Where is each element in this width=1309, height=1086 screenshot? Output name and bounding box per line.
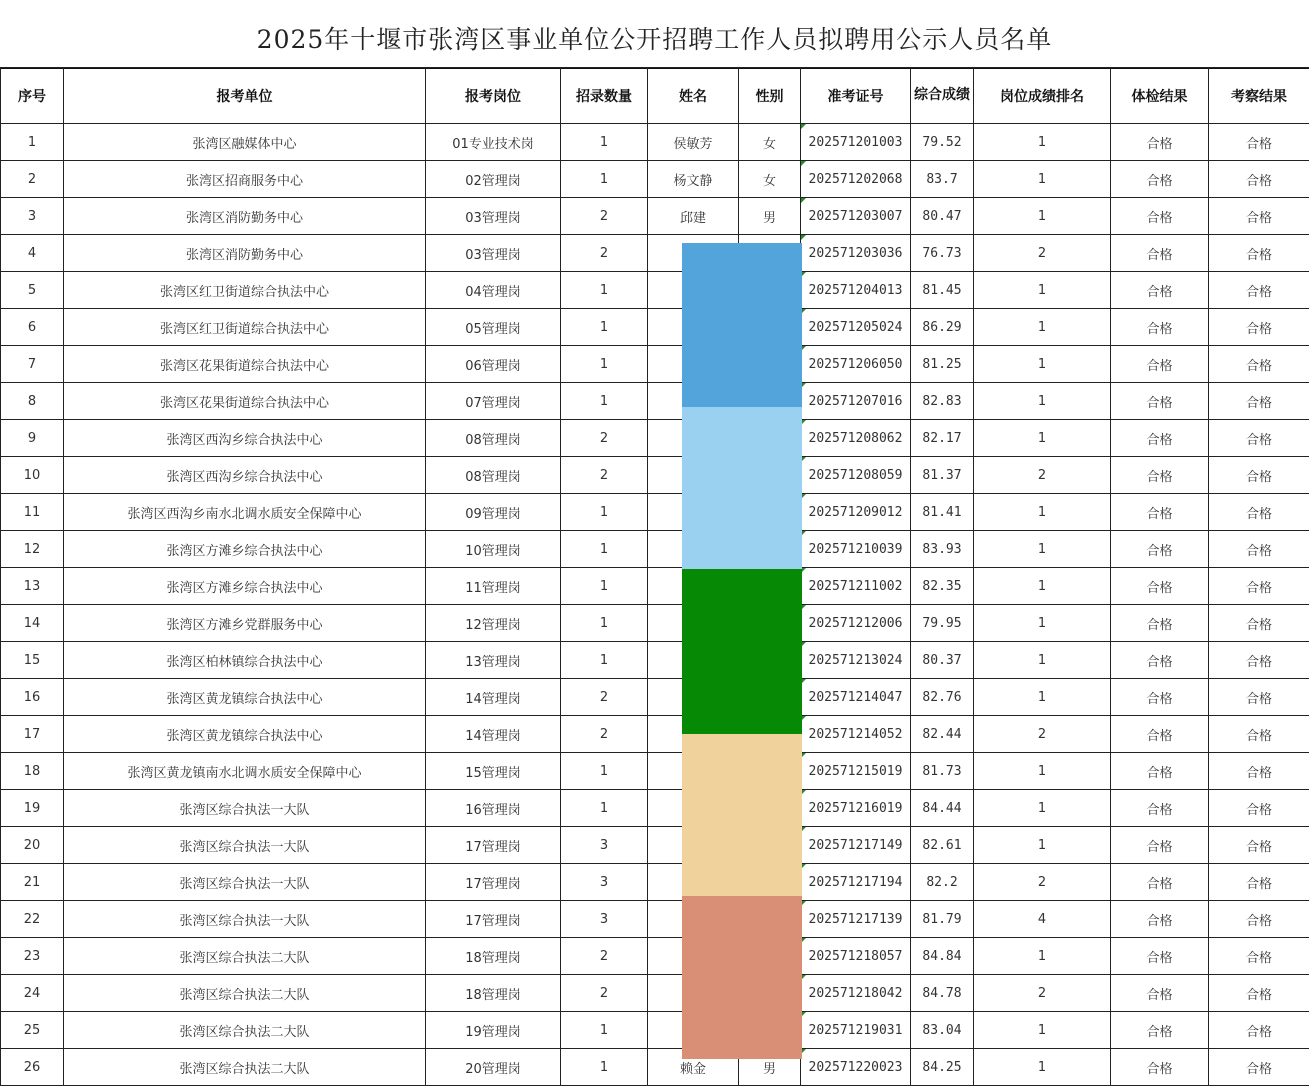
cell-quota: 2	[561, 198, 648, 235]
cell-rank: 1	[974, 568, 1111, 605]
cell-post: 11管理岗	[426, 568, 561, 605]
cell-physical: 合格	[1111, 346, 1209, 383]
cell-post: 20管理岗	[426, 1049, 561, 1086]
header-gender: 性别	[739, 68, 801, 124]
cell-seq: 10	[1, 457, 64, 494]
cell-unit: 张湾区红卫街道综合执法中心	[64, 309, 426, 346]
cell-exam-id: 202571202068	[801, 161, 911, 198]
cell-review: 合格	[1209, 309, 1309, 346]
cell-unit: 张湾区红卫街道综合执法中心	[64, 272, 426, 309]
cell-seq: 6	[1, 309, 64, 346]
cell-review: 合格	[1209, 531, 1309, 568]
cell-post: 03管理岗	[426, 198, 561, 235]
table-row	[1, 716, 1309, 753]
cell-gender: 女	[739, 124, 801, 161]
cell-rank: 4	[974, 901, 1111, 938]
cell-review: 合格	[1209, 272, 1309, 309]
cell-review: 合格	[1209, 457, 1309, 494]
cell-rank: 1	[974, 309, 1111, 346]
cell-seq: 4	[1, 235, 64, 272]
table-row	[1, 605, 1309, 642]
cell-physical: 合格	[1111, 198, 1209, 235]
cell-post: 14管理岗	[426, 716, 561, 753]
cell-review: 合格	[1209, 568, 1309, 605]
cell-score: 82.76	[911, 679, 974, 716]
cell-physical: 合格	[1111, 383, 1209, 420]
cell-unit: 张湾区黄龙镇综合执法中心	[64, 679, 426, 716]
cell-seq: 8	[1, 383, 64, 420]
cell-post: 17管理岗	[426, 864, 561, 901]
cell-post: 14管理岗	[426, 679, 561, 716]
cell-rank: 1	[974, 753, 1111, 790]
cell-unit: 张湾区花果街道综合执法中心	[64, 346, 426, 383]
redaction-block	[682, 407, 802, 569]
cell-unit: 张湾区综合执法二大队	[64, 975, 426, 1012]
cell-post: 07管理岗	[426, 383, 561, 420]
cell-exam-id: 202571206050	[801, 346, 911, 383]
cell-unit: 张湾区柏林镇综合执法中心	[64, 642, 426, 679]
cell-post: 16管理岗	[426, 790, 561, 827]
cell-physical: 合格	[1111, 531, 1209, 568]
cell-physical: 合格	[1111, 457, 1209, 494]
cell-score: 80.47	[911, 198, 974, 235]
table-row	[1, 827, 1309, 864]
cell-review: 合格	[1209, 605, 1309, 642]
cell-exam-id: 202571217139	[801, 901, 911, 938]
cell-quota: 1	[561, 1049, 648, 1086]
cell-exam-id: 202571203007	[801, 198, 911, 235]
page-title: 2025年十堰市张湾区事业单位公开招聘工作人员拟聘用公示人员名单	[0, 20, 1309, 56]
cell-score: 81.37	[911, 457, 974, 494]
header-quota: 招录数量	[561, 68, 648, 124]
cell-rank: 2	[974, 975, 1111, 1012]
cell-unit: 张湾区消防勤务中心	[64, 235, 426, 272]
title-row	[0, 0, 1309, 69]
cell-quota: 1	[561, 753, 648, 790]
cell-review: 合格	[1209, 790, 1309, 827]
cell-physical: 合格	[1111, 161, 1209, 198]
cell-physical: 合格	[1111, 124, 1209, 161]
cell-post: 05管理岗	[426, 309, 561, 346]
cell-exam-id: 202571212006	[801, 605, 911, 642]
cell-unit: 张湾区融媒体中心	[64, 124, 426, 161]
cell-physical: 合格	[1111, 938, 1209, 975]
cell-score: 76.73	[911, 235, 974, 272]
cell-exam-id: 202571208062	[801, 420, 911, 457]
cell-seq: 25	[1, 1012, 64, 1049]
cell-unit: 张湾区综合执法一大队	[64, 790, 426, 827]
cell-post: 12管理岗	[426, 605, 561, 642]
header-review: 考察结果	[1209, 68, 1309, 124]
cell-exam-id: 202571213024	[801, 642, 911, 679]
cell-physical: 合格	[1111, 309, 1209, 346]
cell-exam-id: 202571211002	[801, 568, 911, 605]
cell-post: 09管理岗	[426, 494, 561, 531]
cell-quota: 3	[561, 827, 648, 864]
cell-quota: 2	[561, 679, 648, 716]
cell-score: 79.95	[911, 605, 974, 642]
cell-post: 18管理岗	[426, 975, 561, 1012]
cell-rank: 2	[974, 457, 1111, 494]
cell-seq: 26	[1, 1049, 64, 1086]
cell-seq: 19	[1, 790, 64, 827]
cell-gender: 男	[739, 1049, 801, 1086]
cell-review: 合格	[1209, 161, 1309, 198]
header-seq: 序号	[1, 68, 64, 124]
cell-rank: 1	[974, 420, 1111, 457]
cell-physical: 合格	[1111, 901, 1209, 938]
cell-rank: 1	[974, 1012, 1111, 1049]
table-row	[1, 198, 1309, 235]
cell-rank: 2	[974, 235, 1111, 272]
cell-quota: 1	[561, 494, 648, 531]
cell-physical: 合格	[1111, 716, 1209, 753]
cell-seq: 1	[1, 124, 64, 161]
cell-rank: 1	[974, 827, 1111, 864]
table-row	[1, 901, 1309, 938]
cell-quota: 1	[561, 642, 648, 679]
cell-quota: 2	[561, 975, 648, 1012]
cell-review: 合格	[1209, 864, 1309, 901]
table-row	[1, 272, 1309, 309]
cell-seq: 2	[1, 161, 64, 198]
cell-score: 81.79	[911, 901, 974, 938]
cell-exam-id: 202571204013	[801, 272, 911, 309]
cell-seq: 15	[1, 642, 64, 679]
cell-score: 81.73	[911, 753, 974, 790]
cell-name: 杨文静	[648, 161, 739, 198]
cell-review: 合格	[1209, 901, 1309, 938]
table-row	[1, 420, 1309, 457]
cell-seq: 11	[1, 494, 64, 531]
cell-rank: 1	[974, 346, 1111, 383]
table-row	[1, 457, 1309, 494]
cell-quota: 2	[561, 457, 648, 494]
cell-review: 合格	[1209, 124, 1309, 161]
cell-score: 83.04	[911, 1012, 974, 1049]
table-row	[1, 790, 1309, 827]
cell-rank: 1	[974, 1049, 1111, 1086]
cell-post: 06管理岗	[426, 346, 561, 383]
cell-post: 08管理岗	[426, 420, 561, 457]
cell-post: 19管理岗	[426, 1012, 561, 1049]
cell-physical: 合格	[1111, 1049, 1209, 1086]
cell-gender: 女	[739, 161, 801, 198]
cell-seq: 22	[1, 901, 64, 938]
cell-seq: 7	[1, 346, 64, 383]
header-unit: 报考单位	[64, 68, 426, 124]
cell-physical: 合格	[1111, 235, 1209, 272]
cell-review: 合格	[1209, 679, 1309, 716]
cell-exam-id: 202571219031	[801, 1012, 911, 1049]
cell-physical: 合格	[1111, 494, 1209, 531]
cell-review: 合格	[1209, 1049, 1309, 1086]
cell-gender: 男	[739, 198, 801, 235]
cell-review: 合格	[1209, 346, 1309, 383]
cell-score: 84.44	[911, 790, 974, 827]
cell-score: 81.25	[911, 346, 974, 383]
cell-quota: 1	[561, 309, 648, 346]
cell-physical: 合格	[1111, 1012, 1209, 1049]
cell-post: 10管理岗	[426, 531, 561, 568]
cell-post: 04管理岗	[426, 272, 561, 309]
cell-unit: 张湾区招商服务中心	[64, 161, 426, 198]
cell-review: 合格	[1209, 1012, 1309, 1049]
table-row	[1, 161, 1309, 198]
table-row	[1, 642, 1309, 679]
cell-rank: 1	[974, 383, 1111, 420]
header-physical: 体检结果	[1111, 68, 1209, 124]
cell-score: 82.61	[911, 827, 974, 864]
cell-quota: 1	[561, 272, 648, 309]
cell-review: 合格	[1209, 420, 1309, 457]
table-row	[1, 346, 1309, 383]
cell-exam-id: 202571217149	[801, 827, 911, 864]
redaction-block	[682, 896, 802, 1059]
cell-seq: 21	[1, 864, 64, 901]
header-post: 报考岗位	[426, 68, 561, 124]
roster-body	[1, 124, 1309, 1086]
cell-score: 80.37	[911, 642, 974, 679]
cell-quota: 3	[561, 901, 648, 938]
cell-score: 82.44	[911, 716, 974, 753]
cell-quota: 1	[561, 790, 648, 827]
cell-post: 02管理岗	[426, 161, 561, 198]
cell-physical: 合格	[1111, 864, 1209, 901]
cell-unit: 张湾区黄龙镇综合执法中心	[64, 716, 426, 753]
cell-unit: 张湾区西沟乡南水北调水质安全保障中心	[64, 494, 426, 531]
cell-name: 邱建	[648, 198, 739, 235]
cell-unit: 张湾区综合执法一大队	[64, 827, 426, 864]
redaction-block	[682, 734, 802, 896]
table-row	[1, 568, 1309, 605]
cell-rank: 1	[974, 124, 1111, 161]
cell-score: 81.45	[911, 272, 974, 309]
cell-seq: 5	[1, 272, 64, 309]
cell-score: 84.78	[911, 975, 974, 1012]
cell-review: 合格	[1209, 198, 1309, 235]
table-row	[1, 1012, 1309, 1049]
cell-unit: 张湾区综合执法二大队	[64, 938, 426, 975]
cell-physical: 合格	[1111, 642, 1209, 679]
cell-score: 82.2	[911, 864, 974, 901]
cell-unit: 张湾区方滩乡综合执法中心	[64, 568, 426, 605]
cell-quota: 2	[561, 420, 648, 457]
cell-quota: 1	[561, 531, 648, 568]
table-row	[1, 309, 1309, 346]
cell-review: 合格	[1209, 235, 1309, 272]
cell-score: 82.83	[911, 383, 974, 420]
cell-seq: 14	[1, 605, 64, 642]
cell-physical: 合格	[1111, 827, 1209, 864]
cell-exam-id: 202571201003	[801, 124, 911, 161]
cell-physical: 合格	[1111, 272, 1209, 309]
cell-quota: 1	[561, 383, 648, 420]
cell-score: 81.41	[911, 494, 974, 531]
cell-exam-id: 202571208059	[801, 457, 911, 494]
cell-seq: 13	[1, 568, 64, 605]
cell-exam-id: 202571214052	[801, 716, 911, 753]
cell-unit: 张湾区综合执法二大队	[64, 1012, 426, 1049]
table-row	[1, 938, 1309, 975]
cell-physical: 合格	[1111, 568, 1209, 605]
table-row	[1, 383, 1309, 420]
cell-exam-id: 202571210039	[801, 531, 911, 568]
cell-quota: 1	[561, 568, 648, 605]
cell-quota: 1	[561, 1012, 648, 1049]
cell-quota: 1	[561, 346, 648, 383]
cell-unit: 张湾区方滩乡党群服务中心	[64, 605, 426, 642]
cell-post: 01专业技术岗	[426, 124, 561, 161]
cell-exam-id: 202571207016	[801, 383, 911, 420]
cell-review: 合格	[1209, 753, 1309, 790]
cell-score: 82.17	[911, 420, 974, 457]
cell-rank: 1	[974, 605, 1111, 642]
cell-name: 赖金	[648, 1049, 739, 1086]
cell-rank: 1	[974, 938, 1111, 975]
cell-exam-id: 202571214047	[801, 679, 911, 716]
cell-unit: 张湾区消防勤务中心	[64, 198, 426, 235]
cell-post: 03管理岗	[426, 235, 561, 272]
table-row	[1, 679, 1309, 716]
cell-seq: 3	[1, 198, 64, 235]
cell-rank: 1	[974, 679, 1111, 716]
cell-exam-id: 202571215019	[801, 753, 911, 790]
cell-rank: 1	[974, 272, 1111, 309]
cell-post: 15管理岗	[426, 753, 561, 790]
cell-rank: 1	[974, 531, 1111, 568]
cell-post: 13管理岗	[426, 642, 561, 679]
cell-physical: 合格	[1111, 420, 1209, 457]
table-row	[1, 753, 1309, 790]
cell-exam-id: 202571209012	[801, 494, 911, 531]
cell-physical: 合格	[1111, 975, 1209, 1012]
cell-score: 86.29	[911, 309, 974, 346]
cell-unit: 张湾区综合执法一大队	[64, 901, 426, 938]
cell-seq: 12	[1, 531, 64, 568]
header-row	[1, 68, 1309, 124]
cell-review: 合格	[1209, 494, 1309, 531]
cell-physical: 合格	[1111, 790, 1209, 827]
cell-exam-id: 202571205024	[801, 309, 911, 346]
table-row	[1, 864, 1309, 901]
cell-quota: 1	[561, 161, 648, 198]
cell-quota: 2	[561, 235, 648, 272]
cell-score: 79.52	[911, 124, 974, 161]
cell-quota: 3	[561, 864, 648, 901]
cell-seq: 20	[1, 827, 64, 864]
cell-seq: 9	[1, 420, 64, 457]
cell-physical: 合格	[1111, 605, 1209, 642]
cell-post: 17管理岗	[426, 827, 561, 864]
header-exam-id: 准考证号	[801, 68, 911, 124]
cell-seq: 16	[1, 679, 64, 716]
cell-score: 83.7	[911, 161, 974, 198]
cell-name: 侯敏芳	[648, 124, 739, 161]
cell-score: 82.35	[911, 568, 974, 605]
cell-physical: 合格	[1111, 753, 1209, 790]
table-row	[1, 494, 1309, 531]
cell-rank: 1	[974, 161, 1111, 198]
cell-exam-id: 202571218042	[801, 975, 911, 1012]
table-row	[1, 975, 1309, 1012]
table-row	[1, 235, 1309, 272]
cell-rank: 1	[974, 790, 1111, 827]
cell-exam-id: 202571216019	[801, 790, 911, 827]
cell-review: 合格	[1209, 716, 1309, 753]
cell-quota: 2	[561, 716, 648, 753]
cell-seq: 24	[1, 975, 64, 1012]
cell-review: 合格	[1209, 975, 1309, 1012]
cell-exam-id: 202571220023	[801, 1049, 911, 1086]
cell-quota: 1	[561, 605, 648, 642]
cell-post: 08管理岗	[426, 457, 561, 494]
cell-quota: 2	[561, 938, 648, 975]
redaction-block	[682, 569, 802, 734]
cell-seq: 23	[1, 938, 64, 975]
cell-unit: 张湾区综合执法一大队	[64, 864, 426, 901]
cell-rank: 2	[974, 716, 1111, 753]
cell-unit: 张湾区西沟乡综合执法中心	[64, 457, 426, 494]
table-row	[1, 531, 1309, 568]
cell-unit: 张湾区黄龙镇南水北调水质安全保障中心	[64, 753, 426, 790]
cell-exam-id: 202571203036	[801, 235, 911, 272]
cell-post: 18管理岗	[426, 938, 561, 975]
cell-review: 合格	[1209, 383, 1309, 420]
cell-unit: 张湾区花果街道综合执法中心	[64, 383, 426, 420]
cell-seq: 17	[1, 716, 64, 753]
table-row	[1, 124, 1309, 161]
cell-score: 84.84	[911, 938, 974, 975]
cell-exam-id: 202571217194	[801, 864, 911, 901]
cell-review: 合格	[1209, 642, 1309, 679]
cell-post: 17管理岗	[426, 901, 561, 938]
cell-quota: 1	[561, 124, 648, 161]
header-rank: 岗位成绩排名	[974, 68, 1111, 124]
header-name: 姓名	[648, 68, 739, 124]
cell-score: 84.25	[911, 1049, 974, 1086]
cell-review: 合格	[1209, 827, 1309, 864]
cell-physical: 合格	[1111, 679, 1209, 716]
cell-rank: 1	[974, 494, 1111, 531]
cell-rank: 2	[974, 864, 1111, 901]
cell-unit: 张湾区西沟乡综合执法中心	[64, 420, 426, 457]
cell-unit: 张湾区综合执法二大队	[64, 1049, 426, 1086]
cell-exam-id: 202571218057	[801, 938, 911, 975]
header-score: 综合成绩	[911, 68, 974, 124]
cell-review: 合格	[1209, 938, 1309, 975]
cell-unit: 张湾区方滩乡综合执法中心	[64, 531, 426, 568]
redaction-block	[682, 243, 802, 407]
roster-table	[0, 67, 1309, 1086]
cell-seq: 18	[1, 753, 64, 790]
cell-score: 83.93	[911, 531, 974, 568]
cell-rank: 1	[974, 642, 1111, 679]
cell-rank: 1	[974, 198, 1111, 235]
